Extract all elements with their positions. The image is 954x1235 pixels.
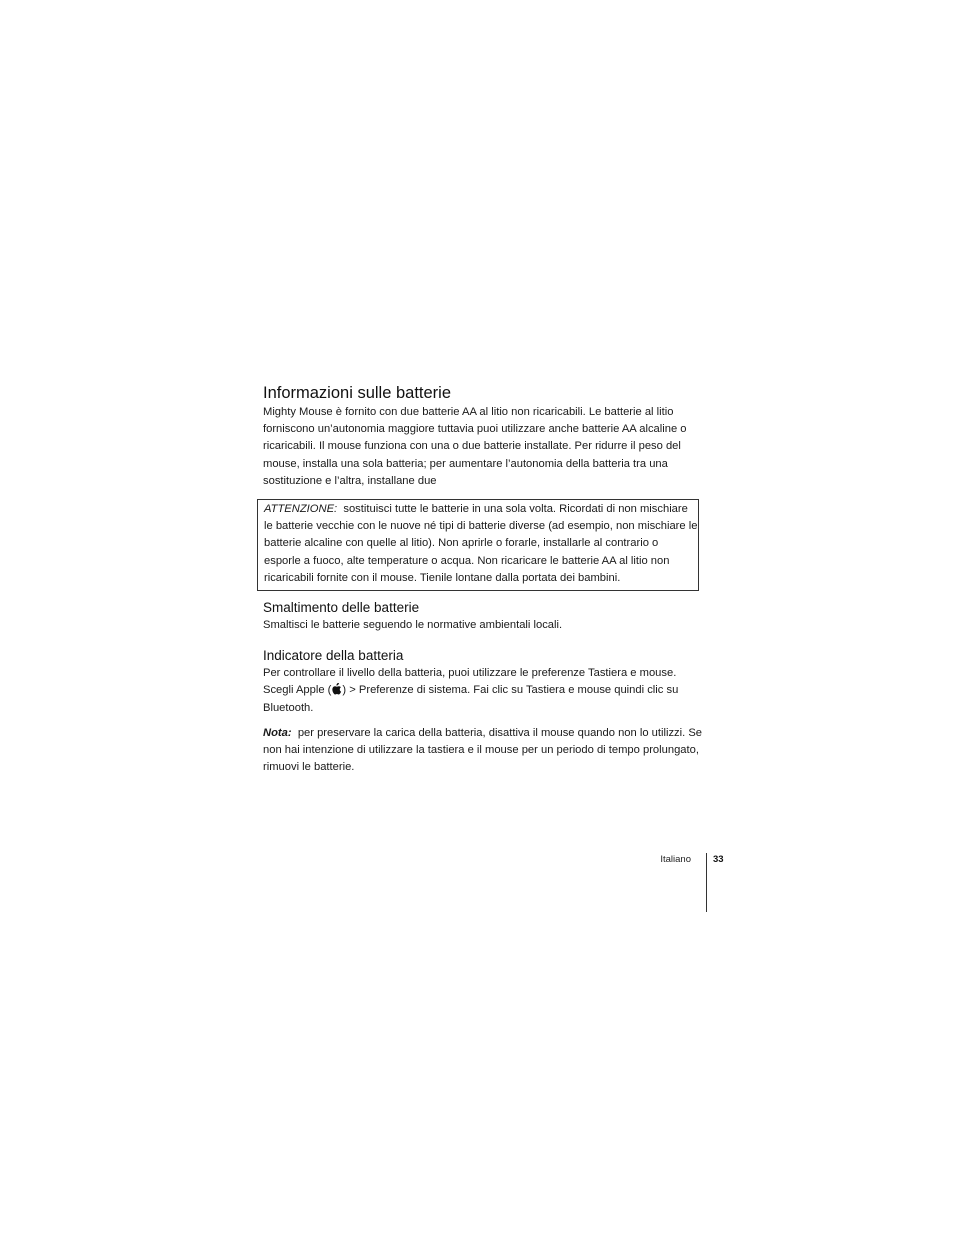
warning-text: sostituisci tutte le batterie in una sola volta. Ricordati di non mischiare le batterie vecchie con le nuove né tipi di batterie diverse (ad esempio, non mischiare le batterie alcaline con quelle al litio). Non aprirle o forarle, installarle al contrario o esporle a fuoco, alte temperature o acqua. Non ricaricare le batterie AA al litio non ricaricabili fornite con il mouse. Tienile lontane dalla portata dei bambini. <box>264 503 698 584</box>
note-paragraph <box>263 725 705 777</box>
apple-logo-icon <box>331 683 342 695</box>
disposal-title: Smaltimento delle batterie <box>263 600 420 616</box>
warning-box <box>257 499 699 591</box>
warning-paragraph <box>264 501 698 587</box>
indicator-text <box>263 665 705 717</box>
page-title: Informazioni sulle batterie <box>263 384 452 402</box>
disposal-section <box>263 599 705 634</box>
note-label: Nota: <box>263 726 292 739</box>
indicator-text-part1: Per controllare il livello della batteria, puoi utilizzare le preferenze Tastiera e mouse. Scegli Apple ( <box>263 667 677 697</box>
indicator-text-part2: ) > Preferenze di sistema. Fai clic su Tastiera e mouse quindi clic su Bluetooth. <box>263 684 679 714</box>
intro-paragraph: Mighty Mouse è fornito con due batterie AA al litio non ricaricabili. Le batterie al litio forniscono un’autonomia maggiore tuttavia puoi utilizzare anche batterie AA alcaline o ricaricabili. Il mouse funziona con una o due batterie installate. Per ridurre il peso del mouse, installa una sola batteria; per aumentare l’autonomia della batteria tra una sostituzione e l’altra, installane due <box>263 406 687 487</box>
warning-label: ATTENZIONE: <box>264 503 338 516</box>
indicator-section <box>263 647 705 717</box>
footer-language: Italiano <box>660 854 691 865</box>
footer-divider <box>706 853 707 912</box>
note-text: per preservare la carica della batteria, disattiva il mouse quando non lo utilizzi. Se non hai intenzione di utilizzare la tastiera e il mouse per un periodo di tempo prolungato, rimuovi le batterie. <box>263 726 703 774</box>
page-content <box>263 382 705 776</box>
disposal-text: Smaltisci le batterie seguendo le normative ambientali locali. <box>263 619 563 632</box>
page-number: 33 <box>713 854 724 865</box>
indicator-title: Indicatore della batteria <box>263 648 404 664</box>
